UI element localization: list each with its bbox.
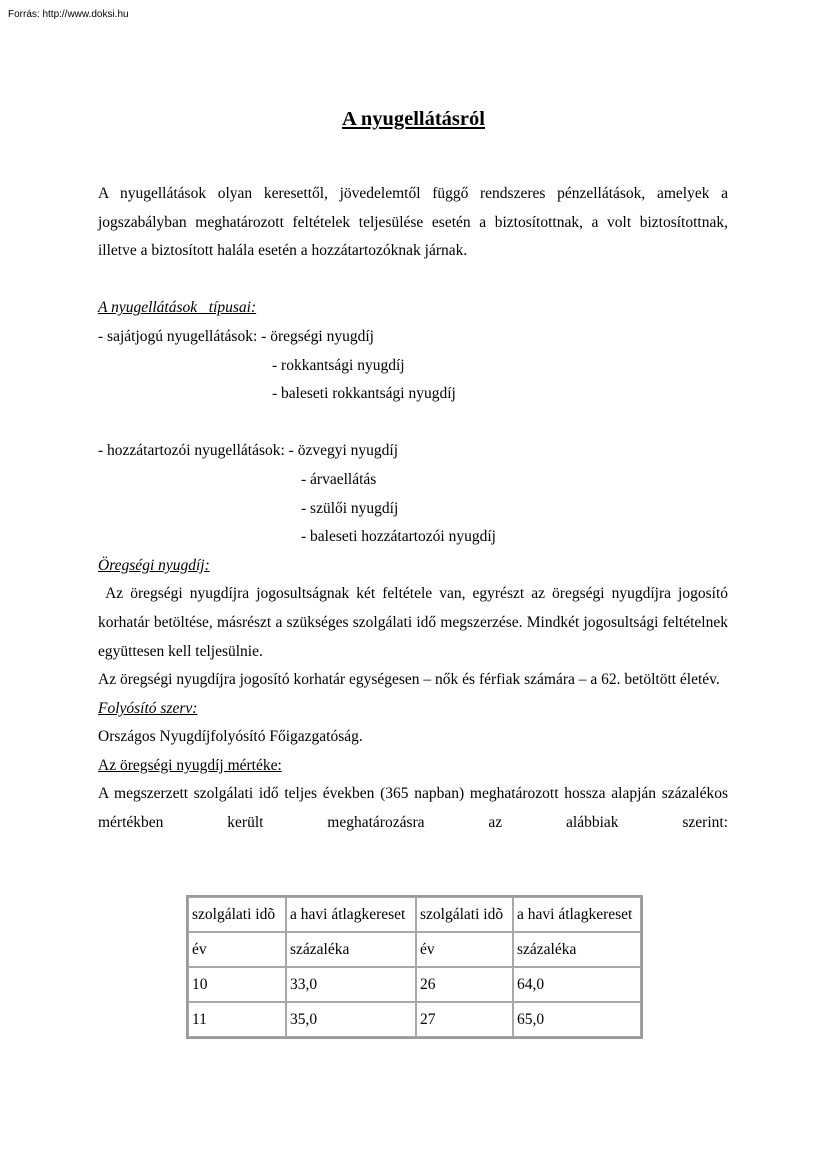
own-pension-item: - baleseti rokkantsági nyugdíj: [272, 385, 456, 403]
table-cell: százaléka: [286, 932, 416, 967]
table-row: [188, 1002, 641, 1037]
agency-heading: Folyósító szerv:: [98, 699, 198, 717]
table-row: [188, 967, 641, 1002]
amount-paragraph: A megszerzett szolgálati idő teljes években (365 napban) meghatározott hossza alapján százalékos mértékben került meghatározásra az alábbiak szerint:: [98, 785, 728, 832]
old-age-paragraph: Az öregségi nyugdíjra jogosultságnak két feltétele van, egyrészt az öregségi nyugdíjra jogosító korhatár betöltése, másrészt a szükséges szolgálati idő megszerzése. Mindkét jogosultsági feltételnek együttesen kell teljesülnie.: [98, 585, 732, 660]
table-cell: 65,0: [513, 1002, 641, 1037]
document-body: [98, 180, 732, 838]
own-pension-item: - rokkantsági nyugdíj: [272, 356, 405, 374]
table-row: [188, 897, 641, 932]
table-cell: 64,0: [513, 967, 641, 1002]
survivor-pension-item: - baleseti hozzátartozói nyugdíj: [301, 528, 496, 546]
table-cell: a havi átlagkereset: [286, 897, 416, 932]
table-cell: 26: [416, 967, 513, 1002]
table-cell: a havi átlagkereset: [513, 897, 641, 932]
table-cell: év: [188, 932, 286, 967]
survivor-pension-item: - özvegyi nyugdíj: [288, 442, 399, 460]
types-heading: A nyugellátások típusai:: [98, 299, 257, 317]
table-cell: év: [416, 932, 513, 967]
old-age-heading: Öregségi nyugdíj:: [98, 556, 210, 574]
table-row: [188, 932, 641, 967]
own-pension-label: - sajátjogú nyugellátások:: [98, 327, 262, 345]
source-url: Forrás: http://www.doksi.hu: [8, 9, 129, 20]
table-cell: 10: [188, 967, 286, 1002]
table-cell: 33,0: [286, 967, 416, 1002]
own-pension-line: [98, 323, 728, 352]
own-pension-item: - öregségi nyugdíj: [261, 327, 374, 345]
table-cell: 35,0: [286, 1002, 416, 1037]
survivor-pension-item: - árvaellátás: [301, 470, 377, 488]
survivor-pension-item: - szülői nyugdíj: [301, 499, 399, 517]
table-cell: 27: [416, 1002, 513, 1037]
survivor-pension-line: [98, 437, 728, 466]
intro-paragraph: A nyugellátások olyan keresettől, jövedelemtől függő rendszeres pénzellátások, amelyek a jogszabályban meghatározott feltételek teljesülése esetén a biztosítottnak, a volt biztosítottnak, illetve a biztosított halála esetén a hozzátartozóknak járnak.: [98, 185, 728, 260]
table-cell: szolgálati idõ: [416, 897, 513, 932]
table-cell: százaléka: [513, 932, 641, 967]
pension-rate-table: [186, 895, 643, 1039]
age-limit-paragraph: Az öregségi nyugdíjra jogosító korhatár egységesen – nők és férfiak számára – a 62. betöltött életév.: [98, 671, 720, 689]
survivor-pension-label: - hozzátartozói nyugellátások:: [98, 442, 289, 460]
table-cell: szolgálati idõ: [188, 897, 286, 932]
amount-heading: Az öregségi nyugdíj mértéke:: [98, 756, 282, 774]
agency-name: Országos Nyugdíjfolyósító Főigazgatóság.: [98, 728, 363, 746]
page-title: A nyugellátásról: [342, 108, 485, 130]
table-cell: 11: [188, 1002, 286, 1037]
